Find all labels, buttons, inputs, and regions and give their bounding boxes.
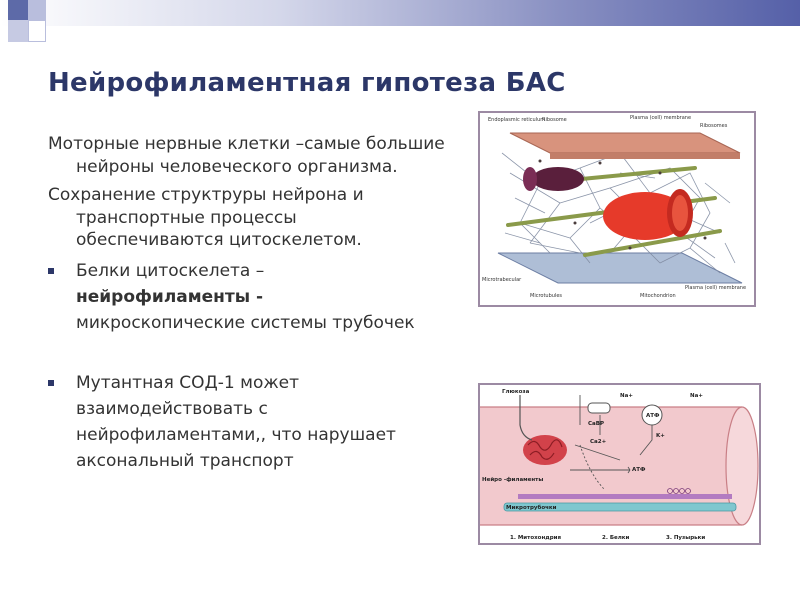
label-glucose: Глюкоза xyxy=(502,389,530,395)
label-neurofilaments: Нейро -филаменты xyxy=(482,477,544,483)
label-plasma-top: Plasma (cell) membrane xyxy=(630,115,692,121)
header-square-white xyxy=(28,20,46,42)
label-cabp: CaBP xyxy=(588,421,604,427)
bullet1-prefix: Белки цитоскелета – xyxy=(76,260,265,281)
label-endoplasmic: Endoplasmic reticulum xyxy=(488,117,546,123)
label-atf-arrow: АТФ xyxy=(632,467,646,473)
label-plasma-bottom: Plasma (cell) membrane xyxy=(685,285,747,291)
label-ca: Ca2+ xyxy=(590,439,607,445)
header-gradient-bar xyxy=(0,0,800,26)
axonal-transport-figure xyxy=(478,383,761,545)
slide-body xyxy=(48,133,448,502)
header-square-dark xyxy=(8,0,28,20)
bullet1-bold: нейрофиламенты - xyxy=(76,286,264,307)
label-microtrabecular: Microtrabecular xyxy=(482,277,522,283)
label-microtubules: Микротрубочки xyxy=(506,505,557,511)
bullet-square-icon xyxy=(48,380,54,386)
header-square-light xyxy=(28,0,46,20)
label-ribosomes: Ribosomes xyxy=(700,123,728,129)
label-na-2: Na+ xyxy=(690,393,703,399)
label-k: K+ xyxy=(656,433,665,439)
bullet-mutant-sod1 xyxy=(48,370,448,474)
bullet2-text: Мутантная СОД-1 может взаимодействовать с нейрофиламентами,, что нарушает аксональный транспорт xyxy=(76,372,396,471)
label-ribosome: Ribosome xyxy=(542,117,567,123)
cytoskeleton-illustration xyxy=(480,113,754,305)
paragraph-cytoskeleton: Сохранение структруры нейрона и транспортные процессы обеспечиваются цитоскелетом. xyxy=(48,185,364,250)
paragraph-motor-neurons: Моторные нервные клетки –самые большие нейроны человеческого организма. xyxy=(48,134,445,177)
label-microtubules: Microtubules xyxy=(530,293,562,299)
label-na-1: Na+ xyxy=(620,393,633,399)
cytoskeleton-figure xyxy=(478,111,756,307)
caption-vesicles: 3. Пузырьки xyxy=(666,535,706,541)
caption-mitochondria: 1. Митохондрия xyxy=(510,535,562,541)
label-mitochondrion: Mitochondrion xyxy=(640,293,676,299)
bullet-neurofilaments xyxy=(48,258,448,336)
axonal-transport-illustration xyxy=(480,385,759,543)
caption-proteins: 2. Белки xyxy=(602,535,630,541)
slide-title: Нейрофиламентная гипотеза БАС xyxy=(48,68,566,98)
header-square-pale xyxy=(8,20,28,42)
bullet-square-icon xyxy=(48,268,54,274)
label-atf-circle: АТФ xyxy=(646,413,660,419)
bullet1-suffix: микроскопические системы трубочек xyxy=(76,312,415,333)
